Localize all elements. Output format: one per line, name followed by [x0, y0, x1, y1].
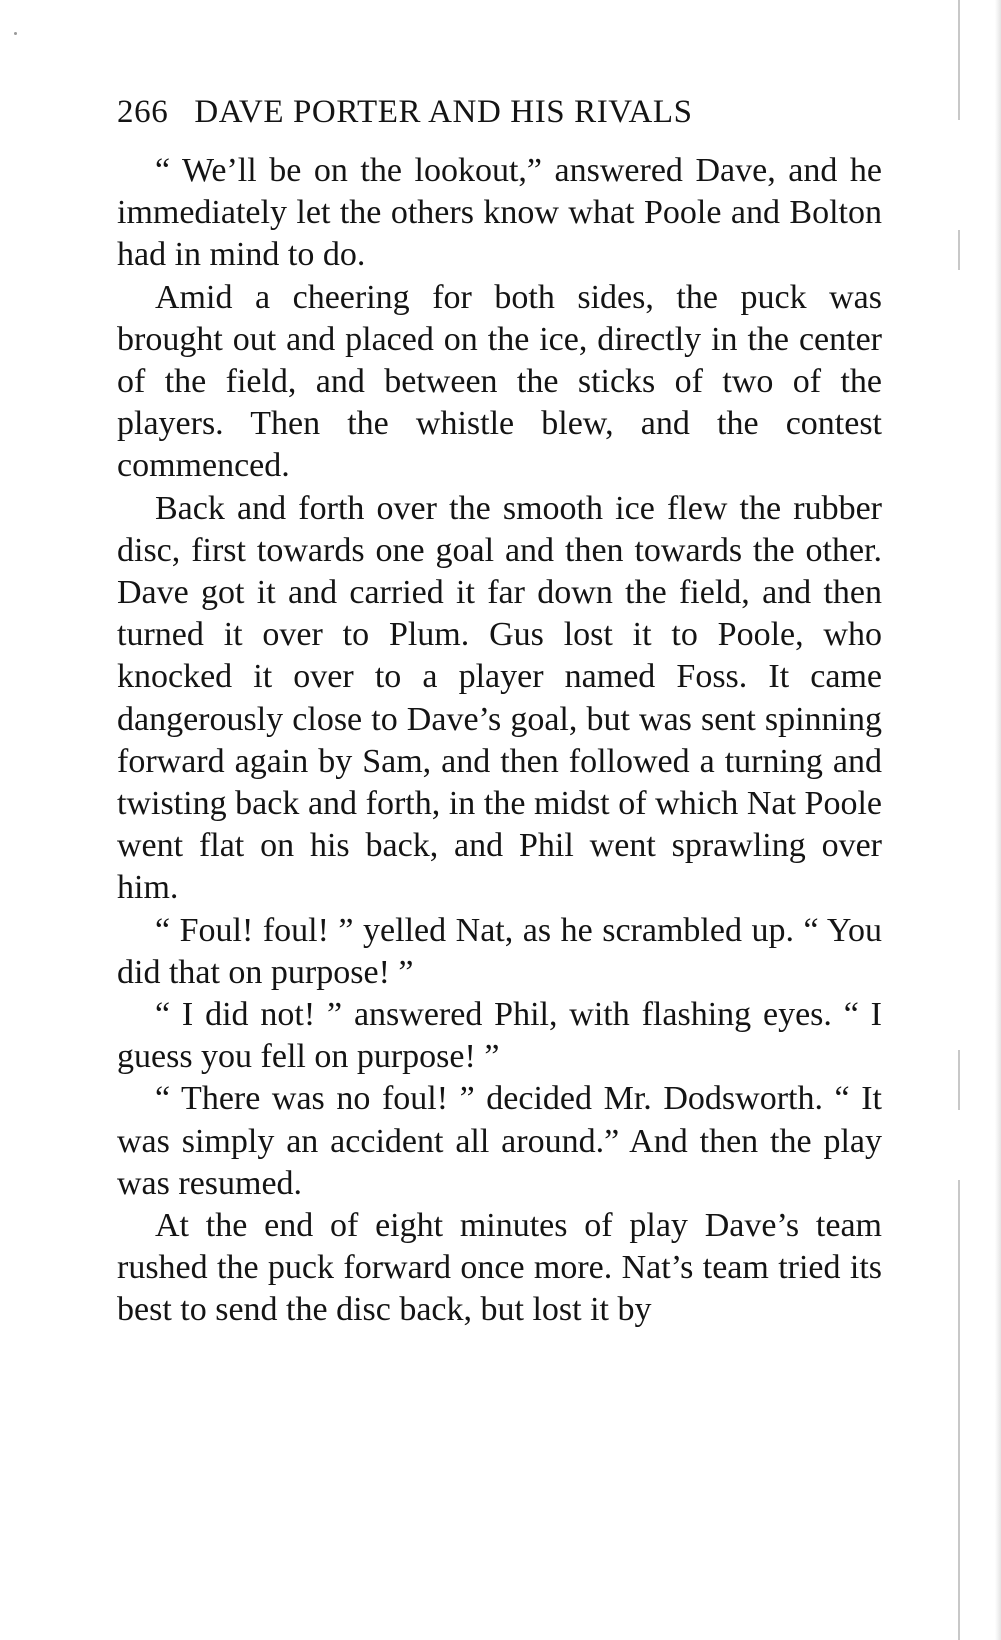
running-title: DAVE PORTER AND HIS RIVALS: [194, 94, 693, 130]
body-text: [117, 150, 882, 1332]
paragraph: “ There was no foul! ” decided Mr. Dodsworth. “ It was simply an accident all around.” And then the play was resumed.: [117, 1080, 882, 1202]
page-header: [117, 92, 817, 132]
paragraph: Amid a cheering for both sides, the puck was brought out and placed on the ice, directly in the center of the field, and between the sticks of two of the players. Then the whistle blew, and the contest commenced.: [117, 278, 882, 485]
page-edge-line: [958, 0, 960, 120]
scan-speck: [14, 32, 17, 35]
paragraph: “ Foul! foul! ” yelled Nat, as he scrambled up. “ You did that on purpose! ”: [117, 911, 882, 991]
paragraph: “ I did not! ” answered Phil, with flashing eyes. “ I guess you fell on purpose! ”: [117, 996, 882, 1076]
page-edge-line: [958, 1180, 960, 1640]
paragraph: At the end of eight minutes of play Dave’s team rushed the puck forward once more. Nat’s team tried its best to send the disc back, but lost it by: [117, 1207, 882, 1329]
paragraph: “ We’ll be on the lookout,” answered Dave, and he immediately let the others know what Poole and Bolton had in mind to do.: [117, 152, 882, 274]
page-number: 266: [117, 94, 169, 130]
page-edge-shadow: [995, 0, 1001, 1640]
page-edge-line: [958, 230, 960, 270]
page-edge-line: [958, 1050, 960, 1110]
paragraph: Back and forth over the smooth ice flew the rubber disc, first towards one goal and then towards the other. Dave got it and carried it far down the field, and then turned it over to Plum. Gus lost it to Poole, who knocked it over to a player named Foss. It came dangerously close to Dave’s goal, but was sent spinning forward again by Sam, and then followed a turning and twisting back and forth, in the midst of which Nat Poole went flat on his back, and Phil went sprawling over him.: [117, 489, 882, 907]
